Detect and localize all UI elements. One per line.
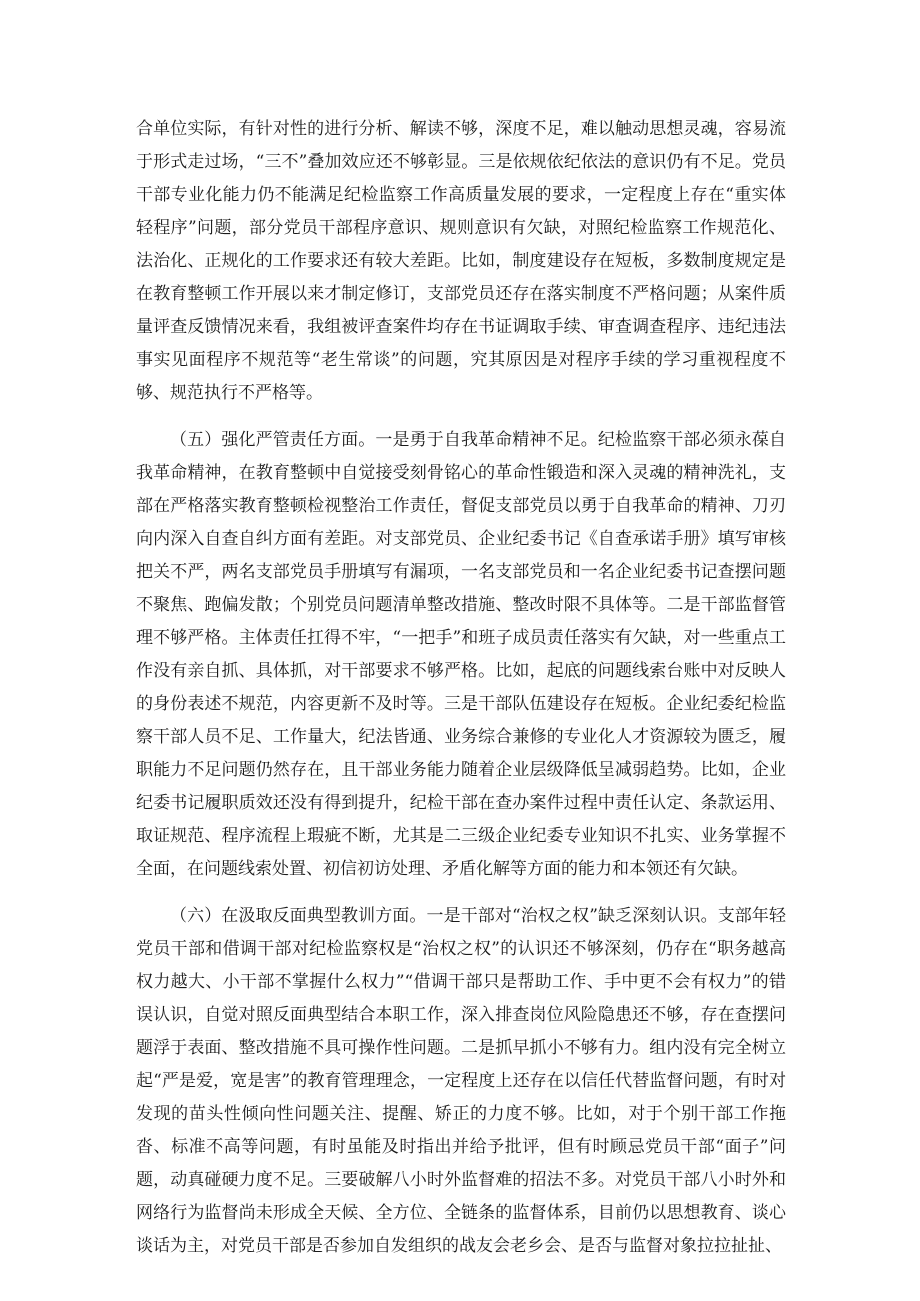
- paragraph-section-six: （六）在汲取反面典型教训方面。一是干部对“治权之权”缺乏深刻认识。支部年轻党员干部和借调干部对纪检监察权是“治权之权”的认识还不够深刻，仍存在“职务越高权力越大、小干部不掌握什么权力”“借调干部只是帮助工作、手中更不会有权力”的错误认识，自觉对照反面典型结合本职工作，深入排查岗位风险隐患还不够，存在查摆问题浮于表面、整改措施不具可操作性问题。二是抓早抓小不够有力。组内没有完全树立起“严是爱，宽是害”的教育管理理念，一定程度上还存在以信任代替监督问题，有时对发现的苗头性倾向性问题关注、提醒、矫正的力度不够。比如，对于个别干部工作拖沓、标准不高等问题，有时虽能及时指出并给予批评，但有时顾忌党员干部“面子”问题，动真碰硬力度不足。三要破解八小时外监督难的招法不多。对党员干部八小时外和网络行为监督尚未形成全天候、全方位、全链条的监督体系，目前仍以思想教育、谈心谈话为主，对党员干部是否参加自发组织的战友会老乡会、是否与监督对象拉拉扯扯、: [136, 906, 786, 1256]
- paragraph-continued: 合单位实际，有针对性的进行分析、解读不够，深度不足，难以触动思想灵魂，容易流于形式走过场，“三不”叠加效应还不够彰显。三是依规依纪依法的意识仍有不足。党员干部专业化能力仍不能满足纪检监察工作高质量发展的要求，一定程度上存在“重实体轻程序”问题，部分党员干部程序意识、规则意识有欠缺，对照纪检监察工作规范化、法治化、正规化的工作要求还有较大差距。比如，制度建设存在短板，多数制度规定是在教育整顿工作开展以来才制定修订，支部党员还存在落实制度不严格问题；从案件质量评查反馈情况来看，我组被评查案件均存在书证调取手续、审查调查程序、违纪违法事实见面程序不规范等“老生常谈”的问题，究其原因是对程序手续的学习重视程度不够、规范执行不严格等。: [136, 119, 786, 403]
- document-body: [136, 113, 786, 1277]
- paragraph-section-five: （五）强化严管责任方面。一是勇于自我革命精神不足。纪检监察干部必须永葆自我革命精神，在教育整顿中自觉接受刻骨铭心的革命性锻造和深入灵魂的精神洗礼，支部在严格落实教育整顿检视整治工作责任，督促支部党员以勇于自我革命的精神、刀刃向内深入自查自纠方面有差距。对支部党员、企业纪委书记《自查承诺手册》填写审核把关不严，两名支部党员手册填写有漏项，一名支部党员和一名企业纪委书记查摆问题不聚焦、跑偏发散；个别党员问题清单整改措施、整改时限不具体等。二是干部监督管理不够严格。主体责任扛得不牢，“一把手”和班子成员责任落实有欠缺，对一些重点工作没有亲自抓、具体抓，对干部要求不够严格。比如，起底的问题线索台账中对反映人的身份表述不规范，内容更新不及时等。三是干部队伍建设存在短板。企业纪委纪检监察干部人员不足、工作量大，纪法皆通、业务综合兼修的专业化人才资源较为匮乏，履职能力不足问题仍然存在，且干部业务能力随着企业层级降低呈减弱趋势。比如，企业纪委书记履职质效还没有得到提升，纪检干部在查办案件过程中责任认定、条款运用、取证规范、程序流程上瑕疵不断，尤其是二三级企业纪委专业知识不扎实、业务掌握不全面，在问题线索处置、初信初访处理、矛盾化解等方面的能力和本领还有欠缺。: [136, 430, 786, 879]
